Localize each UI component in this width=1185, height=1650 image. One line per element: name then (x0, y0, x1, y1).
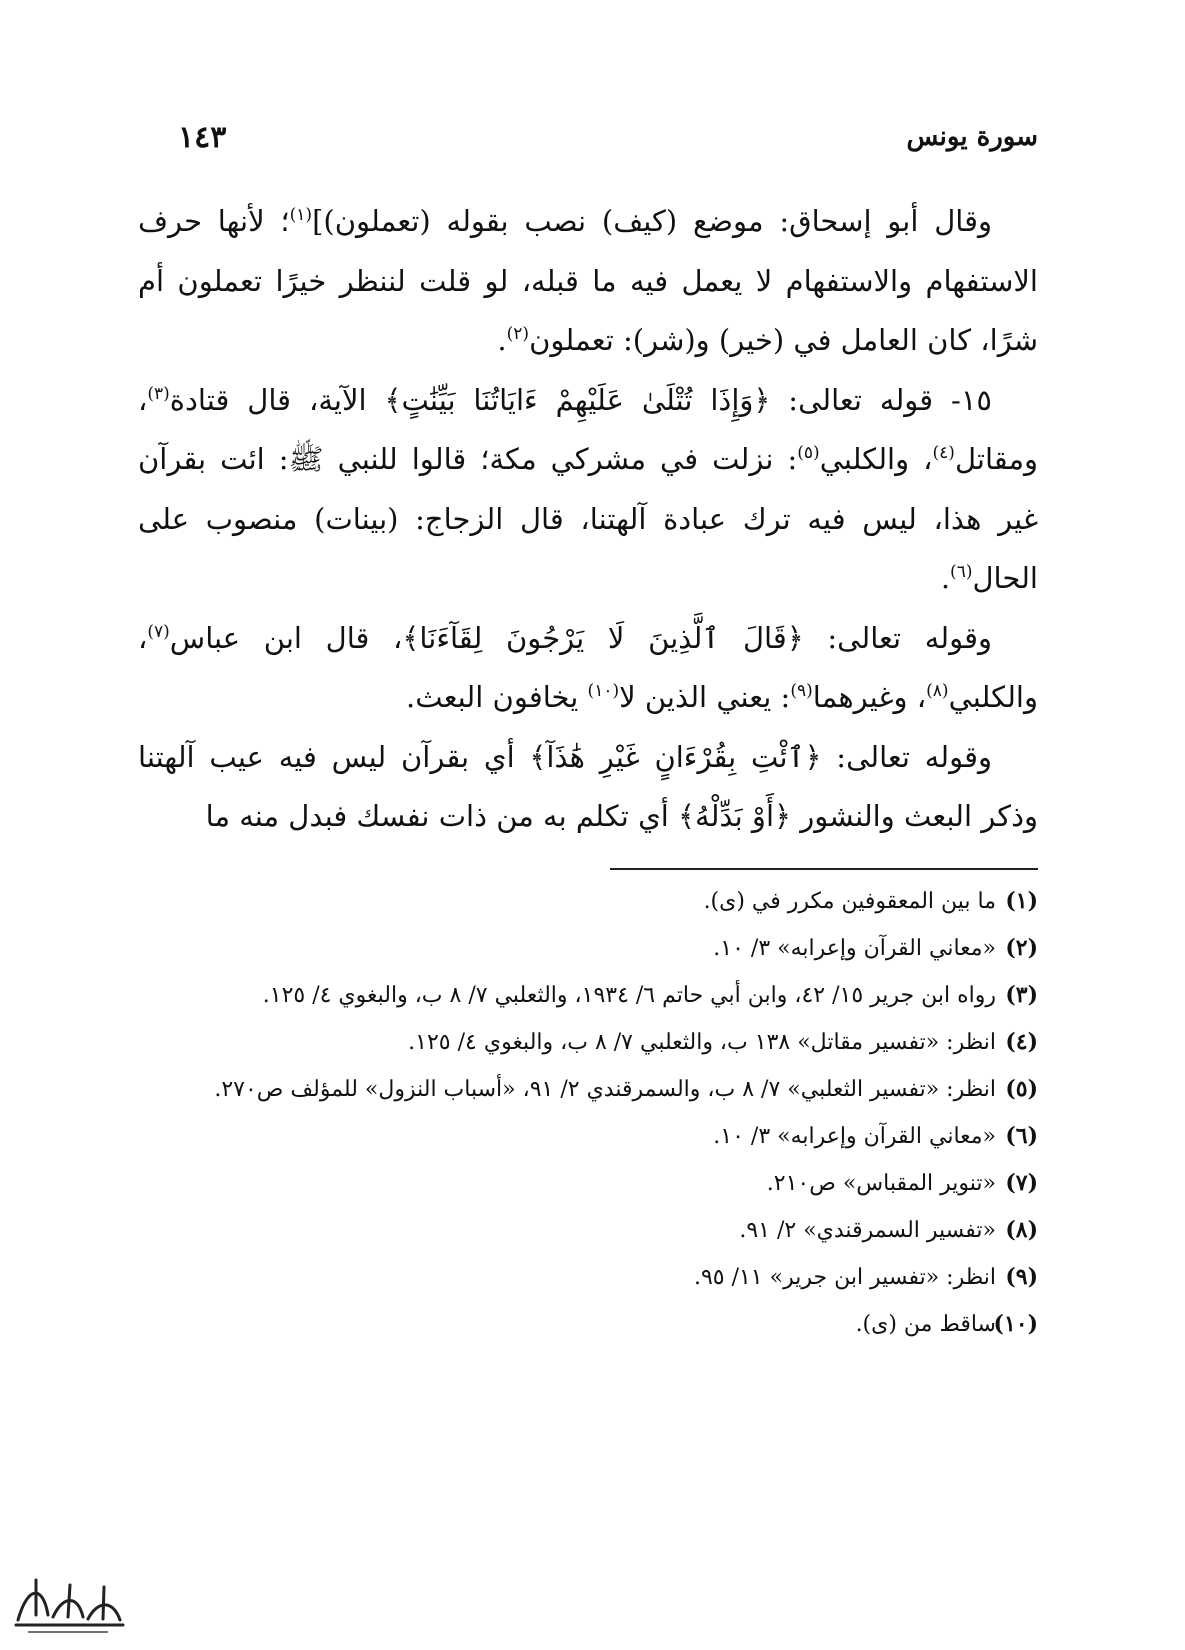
footnote-text: انظر: «تفسير ابن جرير» ١١/ ٩٥. (693, 1265, 996, 1290)
body-text-run: يخافون البعث. (406, 680, 588, 714)
footnote-item (138, 1301, 1038, 1348)
body-text-run: ١٥- قوله تعالى: (770, 382, 993, 417)
footnote-ref: (١) (289, 205, 313, 225)
footnote-ref: (٤) (932, 443, 955, 463)
footnote-number: (٧) (1005, 1170, 1038, 1196)
quran-verse: ﴿أَوْ بَدِّلْهُ﴾ (678, 799, 791, 833)
quran-verse: ﴿ٱئْتِ بِقُرْءَانٍ غَيْرِ هَٰذَآ﴾ (529, 739, 822, 774)
footnote-item (138, 1207, 1038, 1254)
footnote-number: (١٠) (993, 1311, 1038, 1337)
footnote-divider (610, 868, 1038, 870)
body-text-run: ، وغيرهما (812, 680, 927, 714)
footnote-ref: (٩) (790, 681, 813, 701)
footnote-text: ما بين المعقوفين مكرر في (ى). (703, 889, 996, 914)
main-text (138, 192, 1038, 847)
paragraph-2 (138, 371, 1038, 609)
footnote-text: انظر: «تفسير مقاتل» ١٣٨ ب، والثعلبي ٧/ ٨ ب، والبغوي ٤/ ١٢٥. (408, 1030, 996, 1055)
body-text-run: ؛ لأنها حرف الاستفهام والاستفهام لا يعمل فيه ما قبله، لو قلت لننظر خيرًا تعملون أم شرًا، كان العامل في (خير) و(شر): تعملون (138, 204, 1038, 357)
quran-verse: ﴿قَالَ ٱلَّذِينَ لَا يَرْجُونَ لِقَآءَنَا﴾ (402, 620, 804, 655)
footnote-ref: (٣) (147, 383, 170, 404)
body-text-run: ، قال ابن عباس (169, 620, 403, 655)
footnote-item (138, 1066, 1038, 1113)
footnote-item (138, 1019, 1038, 1066)
body-text-run: ، ومقاتل (138, 382, 1039, 476)
footnote-number: (١) (1005, 888, 1038, 914)
footnote-item (138, 1113, 1038, 1160)
footnote-number: (٢) (1005, 935, 1038, 961)
footnote-ref: (٨) (926, 681, 949, 701)
footnote-ref: (٢) (506, 324, 530, 344)
page-number: ١٤٣ (178, 119, 227, 155)
footnote-ref: (٦) (950, 562, 973, 582)
body-text-run: . (940, 561, 951, 595)
body-text-run: : نزلت في مشركي مكة؛ قالوا للنبي ﷺ: ائت بقرآن غير هذا، ليس فيه ترك عبادة آلهتنا، قال الزجاج: (بينات) منصوب على الحال (138, 442, 1038, 595)
footnote-item (138, 972, 1038, 1019)
footnote-ref: (٥) (797, 443, 820, 463)
body-text-run: ، والكلبي (819, 442, 933, 476)
body-text-run: أي تكلم به من ذات نفسك فبدل منه ما (205, 799, 679, 833)
footnote-item (138, 1160, 1038, 1207)
footnote-text: «معاني القرآن وإعرابه» ٣/ ١٠. (713, 936, 996, 961)
footnote-item (138, 925, 1038, 972)
body-text-run: . (497, 323, 507, 357)
footnote-text: رواه ابن جرير ١٥/ ٤٢، وابن أبي حاتم ٦/ ١٩٣٤، والثعلبي ٧/ ٨ ب، والبغوي ٤/ ١٢٥. (262, 983, 996, 1008)
page-header (178, 112, 1038, 162)
footnote-number: (٣) (1005, 982, 1038, 1008)
footnote-ref: (٧) (147, 621, 170, 642)
body-text-run: وقال أبو إسحاق: موضع (كيف) نصب بقوله (تعملون)] (312, 204, 992, 238)
body-text-run: وقوله تعالى: (803, 620, 992, 655)
footnote-number: (٩) (1005, 1264, 1038, 1290)
body-text-run: : يعني الذين لا (619, 680, 791, 714)
footnote-number: (٥) (1005, 1076, 1038, 1102)
publisher-logo (8, 1565, 128, 1640)
footnote-ref: (١٠) (587, 681, 620, 701)
paragraph-1 (138, 192, 1038, 371)
footnote-text: «تنوير المقباس» ص٢١٠. (766, 1171, 996, 1196)
paragraph-3 (138, 609, 1038, 728)
footnote-text: ساقط من (ى). (855, 1312, 996, 1337)
footnote-text: «تفسير السمرقندي» ٢/ ٩١. (739, 1218, 996, 1243)
quran-verse: ﴿وَإِذَا تُتْلَىٰ عَلَيْهِمْ ءَايَاتُنَا بَيِّنَٰتٍ﴾ (384, 382, 771, 417)
footnote-number: (٨) (1005, 1217, 1038, 1243)
surah-title: سورة يونس (906, 122, 1038, 152)
footnote-number: (٦) (1005, 1123, 1038, 1149)
footnotes (138, 878, 1038, 1348)
body-text-run: ، والكلبي (138, 620, 1038, 714)
footnote-item (138, 1254, 1038, 1301)
body-text-run: أي بقرآن ليس فيه عيب آلهتنا وذكر البعث والنشور (138, 739, 1038, 833)
footnote-number: (٤) (1005, 1029, 1038, 1055)
footnote-text: انظر: «تفسير الثعلبي» ٧/ ٨ ب، والسمرقندي ٢/ ٩١، «أسباب النزول» للمؤلف ص٢٧٠. (214, 1077, 996, 1102)
footnote-text: «معاني القرآن وإعرابه» ٣/ ١٠. (713, 1124, 996, 1149)
body-text-run: وقوله تعالى: (821, 739, 992, 774)
footnote-item (138, 878, 1038, 925)
paragraph-4 (138, 728, 1038, 847)
body-text-run: الآية، قال قتادة (169, 382, 385, 417)
